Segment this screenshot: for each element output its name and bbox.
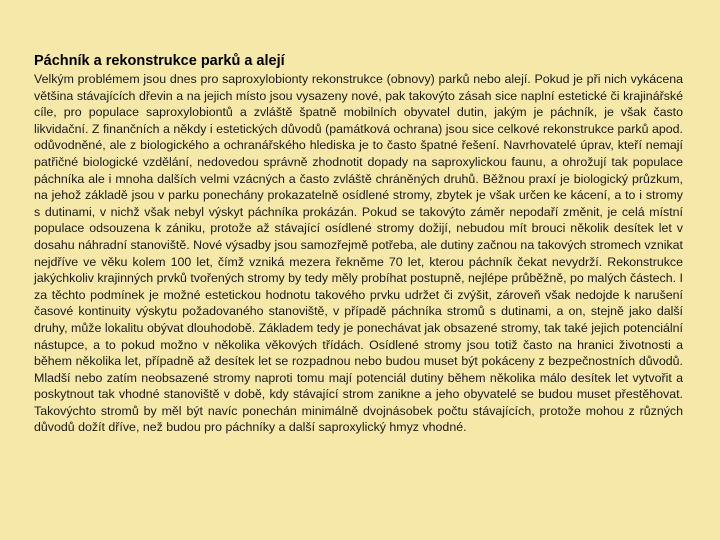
- slide-body-text: Velkým problémem jsou dnes pro saproxylobionty rekonstrukce (obnovy) parků nebo alejí. Pokud je při nich vykácena většina stávajících dřevin a na jejich místo jsou vysazeny nové, pak takovýto zásah sice naplní estetické či krajinářské cíle, pro populace saproxylobiontů a zvláště špatně mobilních obyvatel dutin, jakým je páchník, je však často likvidační. Z finančních a někdy i estetických důvodů (památková ochrana) jsou sice celkové rekonstrukce parků apod. odůvodněné, ale z biologického a ochranářského hlediska je to často špatné řešení. Navrhovatelé úprav, kteří nemají patřičné biologické vzdělání, nedovedou správně zhodnotit dopady na saproxylickou faunu, a ohrožují tak populace páchníka ale i mnoha dalších velmi vzácných a často zvláště chráněných druhů. Běžnou praxí je biologický průzkum, na jehož základě jsou v parku ponechány prokazatelně osídlené stromy, zbytek je však určen ke kácení, a to i stromy s dutinami, v nichž však nebyl výskyt páchníka prokázán. Pokud se takovýto záměr nepodaří změnit, je celá místní populace odsouzena k zániku, protože až stávající osídlené stromy dožijí, nebudou mít brouci několik desítek let v dosahu náhradní stanoviště. Nové výsadby jsou samozřejmě potřeba, ale dutiny začnou na takových stromech vznikat nejdříve ve věku kolem 100 let, čímž vzniká mezera řekněme 70 let, kterou páchník čekat nevydrží. Rekonstrukce jakýchkoliv krajinných prvků tvořených stromy by tedy měly probíhat postupně, nejlépe průběžně, po malých částech. I za těchto podmínek je možné estetickou hodnotu takového prvku udržet či zvýšit, zároveň však nedojde k narušení časové kontinuity výskytu požadovaného stanoviště, v případě páchníka stromů s dutinami, a on, stejně jako další druhy, může lokalitu obývat dlouhodobě. Základem tedy je ponechávat jak obsazené stromy, tak také jejich potenciální nástupce, a to pokud možno v několika věkových třídách. Osídlené stromy jsou totiž často na hranici životnosti a během několika let, případně až desítek let se rozpadnou nebo budou muset být pokáceny z bezpečnostních důvodů. Mladší nebo zatím neobsazené stromy naproti tomu mají potenciál dutiny během několika málo desítek let vytvořit a poskytnout tak vhodné stanoviště v době, kdy stávající strom zanikne a jeho obyvatelé se budou muset přestěhovat. Takovýchto stromů by měl být navíc ponechán minimálně dvojnásobek počtu stávajících, protože mohou z různých důvodů dožít dříve, než budou pro páchníky a další saproxylický hmyz vhodné.: [34, 72, 683, 435]
- slide-title: Páchník a rekonstrukce parků a alejí: [34, 53, 285, 69]
